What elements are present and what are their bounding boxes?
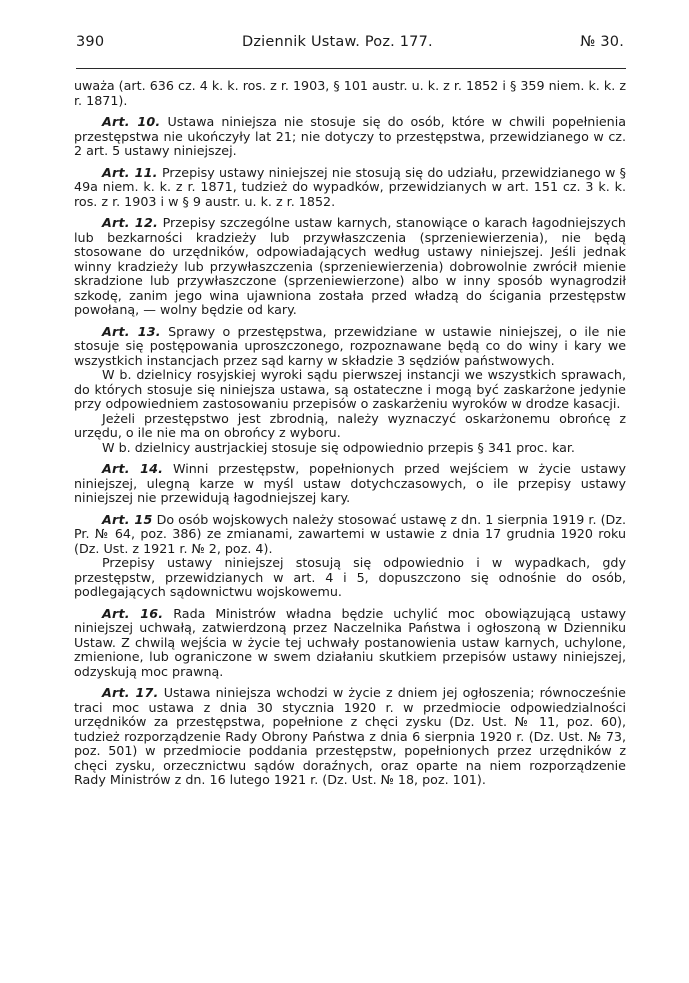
paragraph-text: Przepisy szczególne ustaw karnych, stanowiące o karach łagodniejszych lub bezkarności kradzieży lub przywłaszczenia (sprzeniewierzenia), nie będą stosowane do urzędników, odpowiadających według ustawy niniejszej. Jeśli jednak winny kradzieży lub przywłaszczenia (sprzeniewierzenia) dobrowolnie zwrócił mienie skradzione lub przywłaszczone (sprzeniewierzone) albo w inny sposób wynagrodził szkodę, zanim jego wina ujawniona została przed władzą do ścigania przestępstw powołaną, — wolny będzie od kary. [74, 215, 626, 317]
paragraph-text: Ustawa niniejsza wchodzi w życie z dniem jej ogłoszenia; równocześnie traci moc ustawa z dnia 30 stycznia 1920 r. w przedmiocie odpowiedzialności urzędników za przestępstwa, popełnione z chęci zysku (Dz. Ust. № 11, poz. 60), tudzież rozporządzenie Rady Obrony Państwa z dnia 6 sierpnia 1920 r. (Dz. Ust. № 73, poz. 501) w przedmiocie poddania przestępstw, popełnionych przez urzędników z chęci zysku, orzecznictwu sądów doraźnych, oraz oparte na niem rozporządzenie Rady Ministrów z dn. 16 lutego 1921 r. (Dz. Ust. № 18, poz. 101). [74, 685, 626, 787]
article-label: Art. 10. [102, 114, 161, 129]
paragraph-text: uważa (art. 636 cz. 4 k. k. ros. z r. 1903, § 101 austr. u. k. z r. 1852 i § 359 niem. k. k. z r. 1871). [74, 78, 626, 108]
header-rule [76, 68, 626, 69]
article-16 [74, 607, 626, 680]
article-label: Art. 13. [102, 323, 161, 339]
paragraph [74, 412, 626, 441]
paragraph [74, 556, 626, 600]
article-label: Art. 15 [102, 511, 153, 527]
paragraph [74, 368, 626, 412]
article-label: Art. 17. [102, 685, 159, 700]
article-label: Art. 16. [102, 605, 164, 621]
article-12 [74, 216, 626, 318]
paragraph-text: Rada Ministrów władna będzie uchylić moc obowiązującą ustawy niniejszej uchwałą, zatwierdzoną przez Naczelnika Państwa i ogłoszoną w Dzienniku Ustaw. Z chwilą wejścia w życie tej uchwały postanowienia ustaw karnych, uchylone, zmienione, lub ograniczone w swem działaniu skutkiem przepisów ustawy niniejszej, odzyskują moc prawną. [74, 605, 626, 679]
article-10 [74, 115, 626, 159]
paragraph-text: Jeżeli przestępstwo jest zbrodnią, należy wyznaczyć oskarżonemu obrońcę z urzędu, o ile nie ma on obrońcy z wyboru. [74, 410, 626, 440]
article-label: Art. 12. [102, 215, 159, 230]
page-header [62, 28, 628, 54]
document-body [74, 79, 626, 788]
page-number: 390 [76, 34, 105, 50]
paragraph-text: Winni przestępstw, popełnionych przed wejściem w życie ustawy niniejszej, ulegną karze w myśl ustaw dotychczasowych, o ile przepisy ustawy niniejszej nie przewidują łagodniejszej kary. [74, 461, 626, 505]
paragraph-text: Przepisy ustawy niniejszej stosują się odpowiednio i w wypadkach, gdy przestępstw, przewidzianych w art. 4 i 5, dopuszczono się odnośnie do osób, podlegających sądownictwu wojskowemu. [74, 555, 626, 599]
article-15 [74, 513, 626, 557]
article-label: Art. 14. [102, 461, 164, 476]
article-14 [74, 462, 626, 506]
paragraph-text: W b. dzielnicy rosyjskiej wyroki sądu pierwszej instancji we wszystkich sprawach, do których stosuje się niniejsza ustawa, są ostateczne i mogą być zaskarżone jedynie przy odpowiedniem zastosowaniu przepisów o zaskarżeniu wyroków w drodze kasacji. [74, 367, 626, 411]
paragraph-continuation [74, 79, 626, 108]
paragraph-text: Przepisy ustawy niniejszej nie stosują się do udziału, przewidzianego w § 49a niem. k. k. z r. 1871, tudzież do wypadków, przewidzianych w art. 151 cz. 3 k. k. ros. z r. 1903 i w § 9 austr. u. k. z r. 1852. [74, 164, 626, 209]
article-label: Art. 11. [102, 164, 158, 180]
paragraph-text: Ustawa niniejsza nie stosuje się do osób, które w chwili popełnienia przestępstwa nie ukończyły lat 21; nie dotyczy to przestępstwa, przewidzianego w cz. 2 art. 5 ustawy niniejszej. [74, 114, 626, 158]
journal-title: Dziennik Ustaw. Poz. 177. [242, 34, 433, 50]
document-page [62, 28, 628, 787]
paragraph-text: W b. dzielnicy austrjackiej stosuje się odpowiednio przepis § 341 proc. kar. [102, 439, 575, 455]
issue-number: № 30. [580, 34, 624, 50]
article-17 [74, 686, 626, 788]
paragraph-text: Do osób wojskowych należy stosować ustawę z dn. 1 sierpnia 1919 r. (Dz. Pr. № 64, poz. 386) ze zmianami, zawartemi w ustawie z dnia 17 grudnia 1920 roku (Dz. Ust. z 1921 r. № 2, poz. 4). [74, 511, 626, 556]
paragraph-text: Sprawy o przestępstwa, przewidziane w ustawie niniejszej, o ile nie stosuje się postępowania uproszczonego, rozpoznawane będą co do winy i kary we wszystkich instancjach przez sąd karny w składzie 3 sędziów państwowych. [74, 323, 626, 368]
article-11 [74, 166, 626, 210]
paragraph [74, 441, 626, 456]
article-13 [74, 325, 626, 369]
